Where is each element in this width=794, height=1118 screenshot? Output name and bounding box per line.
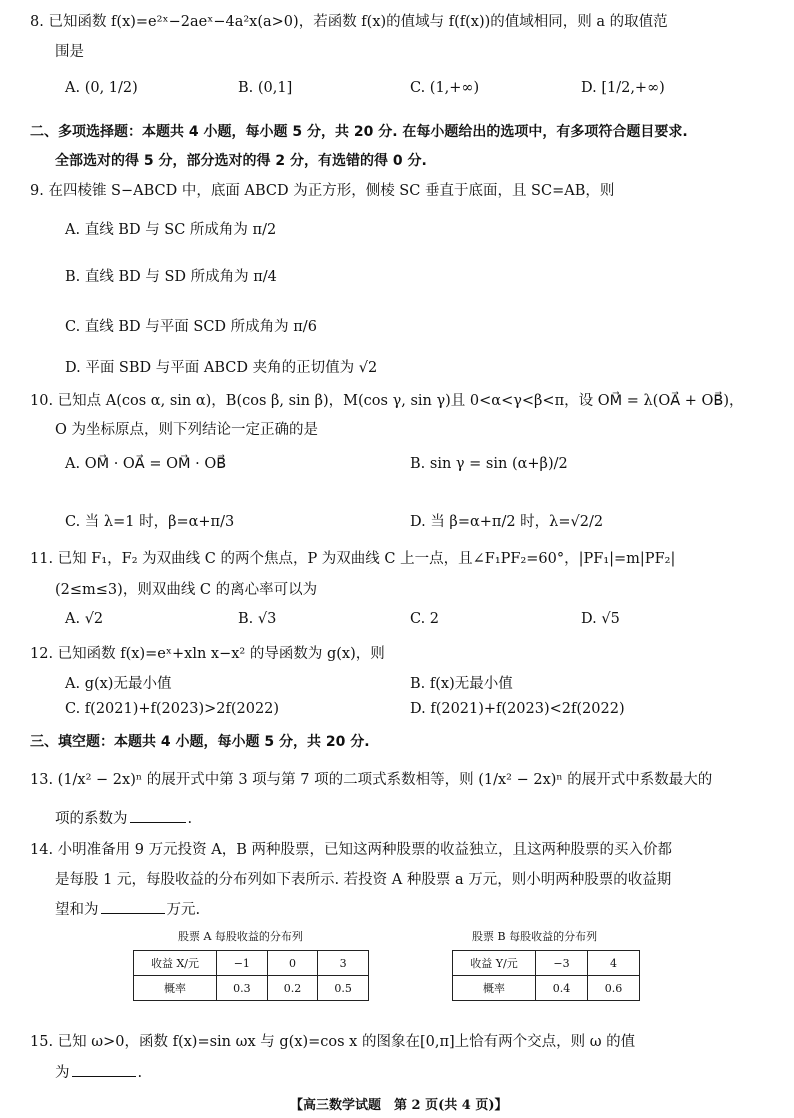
q13-line2-text: 项的系数为	[55, 811, 128, 827]
q14-line3-text: 望和为	[55, 902, 99, 918]
table-b-cell: 4	[588, 951, 640, 976]
table-a-cell: 0.3	[217, 976, 268, 1001]
q12-option-c: C. f(2021)+f(2023)>2f(2022)	[65, 701, 280, 717]
table-b-cell: 0.4	[536, 976, 588, 1001]
q10-line2: O 为坐标原点，则下列结论一定正确的是	[55, 422, 318, 438]
table-a-cell: 收益 X/元	[134, 951, 217, 976]
table-a-cell: 3	[318, 951, 369, 976]
q10-option-a: A. OM⃗ · OA⃗ = OM⃗ · OB⃗	[65, 456, 227, 472]
q11-option-b: B. √3	[238, 611, 277, 627]
q9-option-d: D. 平面 SBD 与平面 ABCD 夹角的正切值为 √2	[65, 360, 378, 376]
q10-option-d: D. 当 β=α+π/2 时，λ=√2/2	[410, 514, 604, 530]
q12-option-b: B. f(x)无最小值	[410, 676, 513, 692]
q11-option-c: C. 2	[410, 611, 440, 627]
q11-option-d: D. √5	[581, 611, 620, 627]
q12-option-d: D. f(2021)+f(2023)<2f(2022)	[410, 701, 625, 717]
q14-line1: 14. 小明准备用 9 万元投资 A，B 两种股票，已知这两种股票的收益独立，且这两种股票的买入价都	[30, 842, 672, 858]
q12-stem: 12. 已知函数 f(x)=eˣ+xln x−x² 的导函数为 g(x)，则	[30, 646, 385, 662]
q8-line2: 围是	[55, 44, 84, 60]
section3-header: 三、填空题：本题共 4 小题，每小题 5 分，共 20 分.	[30, 734, 370, 750]
table-b-cell: 0.6	[588, 976, 640, 1001]
q15-line2	[55, 1061, 142, 1082]
table-a-cell: 0.2	[267, 976, 318, 1001]
q14-line2: 是每股 1 元，每股收益的分布列如下表所示. 若投资 A 种股票 a 万元，则小明两种股票的收益期	[55, 872, 672, 888]
page-footer: 【高三数学试题 第 2 页(共 4 页)】	[290, 1098, 508, 1113]
q13-line1: 13. (1/x² − 2x)ⁿ 的展开式中第 3 项与第 7 项的二项式系数相等，则 (1/x² − 2x)ⁿ 的展开式中系数最大的	[30, 772, 713, 788]
q8-line1: 8. 已知函数 f(x)=e²ˣ−2aeˣ−4a²x(a>0)，若函数 f(x)的值域与 f(f(x))的值域相同，则 a 的取值范	[30, 14, 668, 30]
q14-line3-end: 万元.	[166, 902, 201, 918]
q13-line2-end: .	[187, 811, 193, 827]
table-b-cell: 收益 Y/元	[453, 951, 536, 976]
q10-option-c: C. 当 λ=1 时，β=α+π/3	[65, 514, 235, 530]
table-a-cell: −1	[217, 951, 268, 976]
q8-option-c: C. (1,+∞)	[410, 80, 480, 96]
table-a-cell: 概率	[134, 976, 217, 1001]
q8-option-d: D. [1/2,+∞)	[581, 80, 665, 96]
q14-line3	[55, 898, 200, 919]
table-a-row-probability	[134, 976, 369, 1001]
q9-option-a: A. 直线 BD 与 SC 所成角为 π/2	[65, 222, 277, 238]
table-b-row-probability	[453, 976, 640, 1001]
q11-line1: 11. 已知 F₁，F₂ 为双曲线 C 的两个焦点，P 为双曲线 C 上一点，且∠F₁PF₂=60°，|PF₁|=m|PF₂|	[30, 551, 676, 567]
q10-line1: 10. 已知点 A(cos α, sin α)，B(cos β, sin β)，M(cos γ, sin γ)且 0<α<γ<β<π，设 OM⃗ = λ(OA⃗ + OB⃗)，	[30, 393, 744, 409]
table-b-caption: 股票 B 每股收益的分布列	[472, 930, 598, 943]
q9-option-b: B. 直线 BD 与 SD 所成角为 π/4	[65, 269, 277, 285]
section2-line2: 全部选对的得 5 分，部分选对的得 2 分，有选错的得 0 分.	[55, 153, 427, 169]
q9-stem: 9. 在四棱锥 S−ABCD 中，底面 ABCD 为正方形，侧棱 SC 垂直于底面，且 SC=AB，则	[30, 183, 615, 199]
table-a-cell: 0.5	[318, 976, 369, 1001]
q9-option-c: C. 直线 BD 与平面 SCD 所成角为 π/6	[65, 319, 317, 335]
q15-line2-end: .	[137, 1065, 143, 1081]
table-b-cell: 概率	[453, 976, 536, 1001]
table-a-row-outcome	[134, 951, 369, 976]
table-b-row-outcome	[453, 951, 640, 976]
table-b-cell: −3	[536, 951, 588, 976]
table-a-cell: 0	[267, 951, 318, 976]
q15-line2-text: 为	[55, 1065, 70, 1081]
table-a	[133, 950, 369, 1001]
q11-option-a: A. √2	[65, 611, 104, 627]
q12-option-a: A. g(x)无最小值	[65, 676, 172, 692]
table-b	[452, 950, 640, 1001]
q15-line1: 15. 已知 ω>0，函数 f(x)=sin ωx 与 g(x)=cos x 的图象在[0,π]上恰有两个交点，则 ω 的值	[30, 1034, 636, 1050]
q11-line2: (2≤m≤3)，则双曲线 C 的离心率可以为	[55, 582, 318, 598]
q13-answer-blank[interactable]	[130, 810, 186, 823]
q8-option-a: A. (0, 1/2)	[65, 80, 138, 96]
q14-answer-blank[interactable]	[101, 901, 165, 914]
q10-option-b: B. sin γ = sin (α+β)/2	[410, 456, 568, 472]
q8-option-b: B. (0,1]	[238, 80, 293, 96]
table-a-caption: 股票 A 每股收益的分布列	[178, 930, 303, 943]
section2-line1: 二、多项选择题：本题共 4 小题，每小题 5 分，共 20 分. 在每小题给出的选项中，有多项符合题目要求.	[30, 124, 688, 140]
q15-answer-blank[interactable]	[72, 1064, 136, 1077]
q13-line2	[55, 807, 192, 828]
